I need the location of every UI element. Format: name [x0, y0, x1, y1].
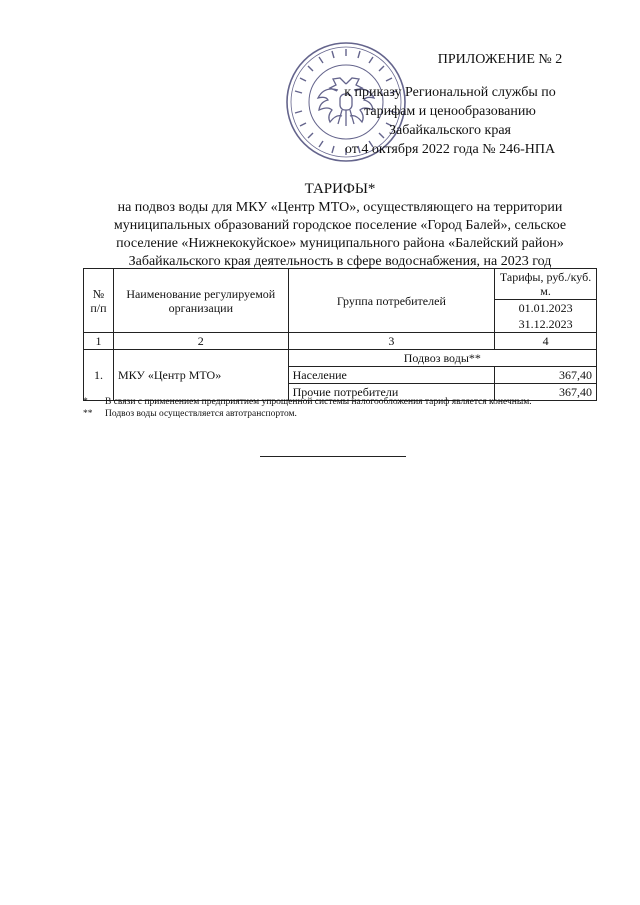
footnote-text: В связи с применением предприятием упрощенной системы налогообложения тариф является конечным.: [105, 397, 532, 407]
heading-line: поселение «Нижнекокуйское» муниципального района «Балейский район»: [116, 236, 564, 251]
header-tariff: Тарифы, руб./куб. м.: [495, 269, 597, 300]
table-row: [84, 350, 597, 367]
appendix-line: к приказу Региональной службы по: [344, 85, 556, 100]
footnote: [83, 396, 603, 408]
tariff-value: 367,40: [495, 384, 597, 401]
header-period-start: 01.01.2023: [495, 300, 597, 317]
appendix-line: тарифам и ценообразованию: [364, 104, 536, 119]
header-num: № п/п: [84, 269, 114, 333]
table-header-row: [84, 269, 597, 300]
header-period-end: 31.12.2023: [495, 316, 597, 333]
heading-line: муниципальных образований городское поселение «Город Балей», сельское: [113, 218, 567, 233]
appendix-block: [300, 50, 600, 159]
appendix-line: от 4 октября 2022 года № 246-НПА: [344, 142, 556, 157]
header-consumer-group: Группа потребителей: [288, 269, 495, 333]
column-number: 1: [84, 333, 114, 350]
footnote: [83, 408, 603, 420]
closing-rule: [260, 456, 406, 457]
heading-line: Забайкальского края деятельность в сфере водоснабжения, на 2023 год: [128, 254, 552, 269]
column-number: 3: [288, 333, 495, 350]
footnote-text: Подвоз воды осуществляется автотранспортом.: [105, 409, 297, 419]
footnotes: [83, 396, 603, 420]
row-section: Подвоз воды**: [288, 350, 596, 367]
header-organization: Наименование регулируемой организации: [113, 269, 288, 333]
consumer-group: Население: [288, 367, 495, 384]
column-number: 2: [113, 333, 288, 350]
appendix-line: Забайкальского края: [388, 123, 511, 138]
appendix-title: ПРИЛОЖЕНИЕ № 2: [437, 52, 563, 67]
heading-line: на подвоз воды для МКУ «Центр МТО», осуществляющего на территории: [117, 200, 563, 215]
row-organization: МКУ «Центр МТО»: [113, 350, 288, 401]
tariff-table: [83, 268, 597, 401]
document-title: ТАРИФЫ*: [304, 181, 376, 197]
footnote-mark: **: [83, 409, 93, 419]
footnote-mark: *: [83, 397, 88, 407]
column-number-row: [84, 333, 597, 350]
tariff-value: 367,40: [495, 367, 597, 384]
row-num: 1.: [84, 350, 114, 401]
document-heading: [70, 180, 610, 271]
column-number: 4: [495, 333, 597, 350]
consumer-group: Прочие потребители: [288, 384, 495, 401]
